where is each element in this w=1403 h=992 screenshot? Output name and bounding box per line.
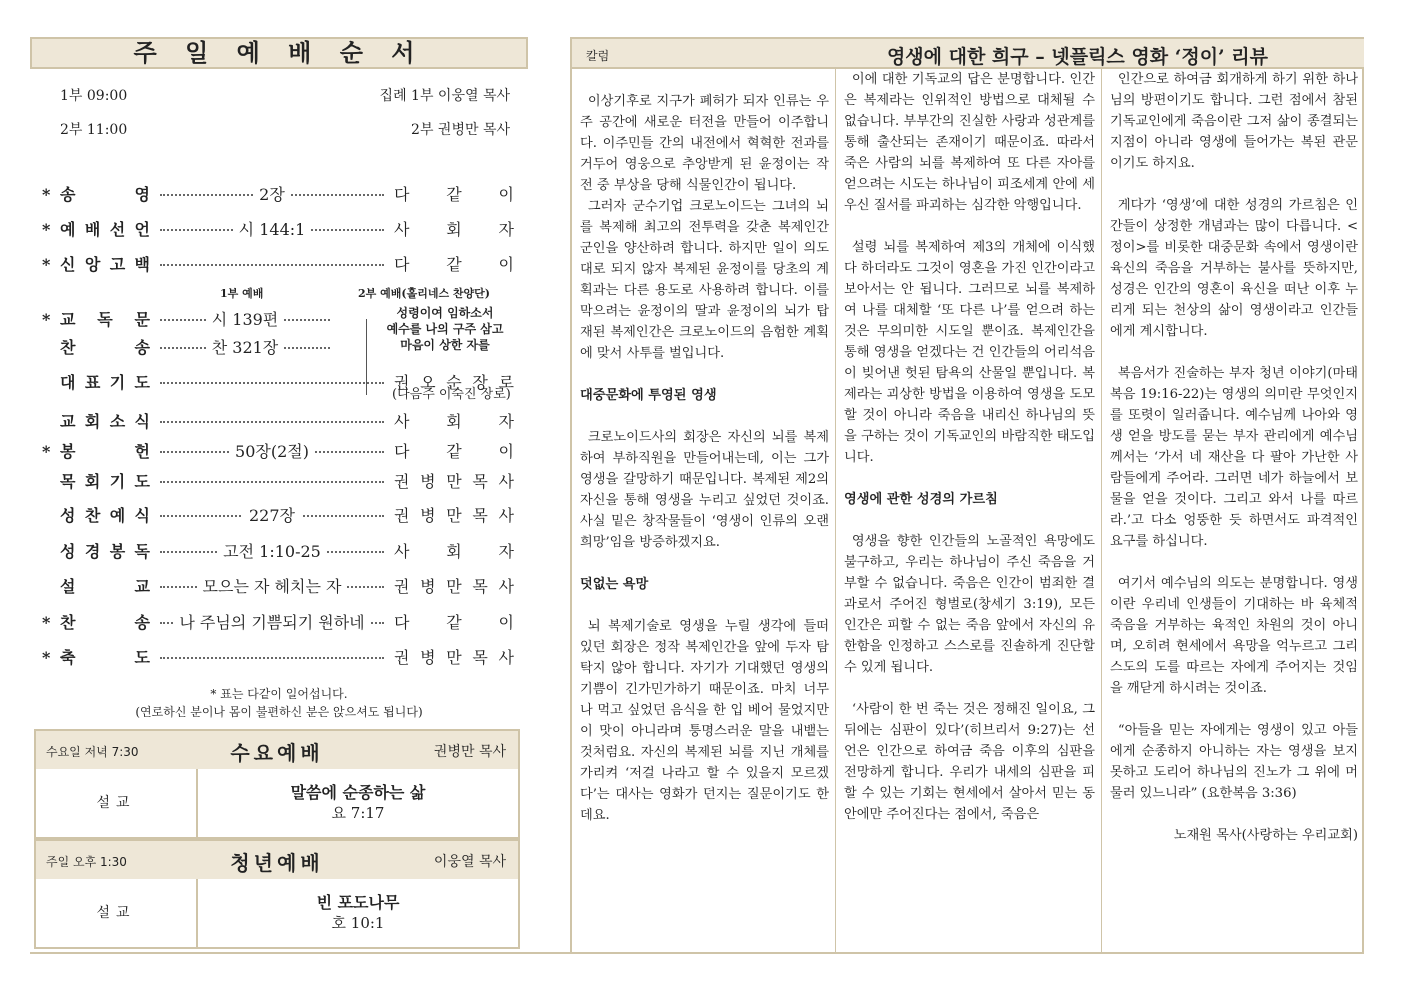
- order-item-leader: [394, 182, 514, 205]
- order-item-detail-text: 모으는 자 헤치는 자: [197, 577, 348, 596]
- order-item-leader: [394, 439, 514, 462]
- stand-marker: *: [42, 220, 51, 239]
- paragraph-gap: [1110, 804, 1358, 825]
- paragraph: “아들을 믿는 자에게는 영생이 있고 아들에게 순종하지 아니하는 자는 영생을 보지 못하고 도리어 하나님의 진노가 그 위에 머물러 있느니라” (요한복음 3:36): [1110, 723, 1358, 801]
- column-headline: 영생에 대한 희구 – 넷플릭스 영화 ‘정이’ 리뷰: [886, 46, 1268, 68]
- paragraph-gap: [1110, 552, 1358, 573]
- label-char: 기: [109, 373, 126, 392]
- leader-char: 권: [394, 506, 410, 525]
- leader-char: 사: [394, 220, 410, 239]
- order-item-label: [60, 307, 150, 330]
- paragraph: 인간으로 하여금 회개하게 하기 위한 하나님의 방편이기도 합니다. 그런 점에서 참된 기독교인에게 죽음이란 그저 삶이 종결되는 지점이 아니라 영생에 들어가는 복된 관문이기도 하지요.: [1110, 72, 1358, 171]
- order-item-detail: [160, 335, 330, 358]
- paragraph-gap: [844, 216, 1095, 237]
- order-title: 주 일 예 배 순 서: [30, 37, 528, 69]
- leader-char: 사: [394, 412, 410, 431]
- order-item-leader: [394, 610, 514, 633]
- order-item-detail-text: 고전 1:10-25: [217, 542, 327, 561]
- order-item-label: [60, 335, 150, 358]
- leader-dots: [160, 382, 384, 384]
- order-item-label: [60, 574, 150, 597]
- leader-char: 같: [446, 255, 462, 274]
- bottom-rule: [30, 952, 1364, 954]
- label-char: 앙: [84, 255, 101, 274]
- label-char: 설: [60, 577, 76, 596]
- order-item-detail: [160, 574, 384, 597]
- leader-char: 자: [498, 542, 514, 561]
- second-service-label: 2부 예배(홀리네스 찬양단): [358, 287, 490, 300]
- paragraph: 뇌 복제기술로 영생을 누릴 생각에 들떠 있던 회장은 정작 복제인간을 앞에 두자 탐탁지 않아 합니다. 자기가 기대했던 영생의 기쁨이 긴가민가하기 때문이죠. 마치 너무나 먹고 싶었던 음식을 한 입 베어 물었지만 이 맛이 아니라며 퉁명스러운 말을 내뱉는 것처럼요. 자신의 복제된 뇌를 지닌 개체를 가리켜 ‘저걸 나라고 할 수 있을지 모르겠다’는 대사는 영화가 던지는 질문이기도 한데요.: [580, 619, 829, 823]
- leader-char: 장: [472, 373, 488, 392]
- leader-dots: [160, 264, 384, 266]
- leader-char: 병: [420, 472, 436, 491]
- leader-char: 자: [498, 220, 514, 239]
- label-char: 교: [60, 310, 76, 329]
- paragraph: 복음서가 진술하는 부자 청년 이야기(마태복음 19:16-22)는 영생의 의미란 무엇인지를 또렷이 일러줍니다. 예수님께 나아와 영생 얻을 방도를 묻는 부자 관리에게 예수님께서는 ‘가서 네 재산을 다 팔아 가난한 사람들에게 주어라. 그러면 네가 하늘에서 보물을 얻을 것이다. 그리고 와서 나를 따르라.’고 다소 엉뚱한 듯 하면서도 파격적인 요구를 하십니다.: [1110, 366, 1358, 549]
- order-item-leader: [394, 645, 514, 668]
- leader-char: 다: [394, 255, 410, 274]
- label-char: 신: [60, 255, 76, 274]
- youth-pastor: 이웅열 목사: [433, 854, 506, 870]
- leader-char: 이: [498, 255, 514, 274]
- paragraph-gap: [844, 510, 1095, 531]
- order-item: [42, 610, 528, 634]
- leader-char: 목: [472, 648, 488, 667]
- leader-char: 다: [394, 442, 410, 461]
- stand-marker: *: [42, 310, 51, 329]
- order-item-label: [60, 645, 150, 668]
- label-char: 독: [97, 310, 113, 329]
- divider: [366, 319, 367, 395]
- youth-time: 주일 오후 1:30: [46, 855, 127, 869]
- service-1-leader: 집례 1부 이웅열 목사: [379, 88, 510, 104]
- leader-char: 만: [446, 472, 462, 491]
- label-char: 도: [134, 472, 150, 491]
- column-text-1: [572, 69, 836, 952]
- order-item-label: [60, 469, 150, 492]
- leader-char: 오: [420, 373, 436, 392]
- column-header: [572, 37, 1364, 69]
- order-item-detail: [160, 610, 384, 633]
- leader-char: 목: [472, 506, 488, 525]
- label-char: 찬: [84, 506, 101, 525]
- wed-pastor: 권병만 목사: [433, 744, 506, 760]
- label-char: 언: [134, 220, 150, 239]
- leader-char: 병: [420, 648, 436, 667]
- seated-note: (연로하신 분이나 몸이 불편하신 분은 앉으셔도 됩니다): [135, 705, 423, 719]
- leader-char: 권: [394, 648, 410, 667]
- leader-char: 자: [498, 412, 514, 431]
- choir-songs: 성령이여 임하소서 예수를 나의 구주 삼고 마음이 상한 자를: [386, 306, 504, 352]
- label-char: 예: [60, 220, 76, 239]
- leader-char: 만: [446, 506, 462, 525]
- label-char: 선: [109, 220, 126, 239]
- order-item-detail: [160, 439, 384, 462]
- order-item-detail: [160, 307, 330, 330]
- paragraph-gap: [580, 595, 829, 616]
- order-item-detail-text: 2장: [253, 185, 291, 204]
- youth-service-box: [34, 839, 520, 949]
- leader-char: 회: [446, 542, 462, 561]
- youth-sermon-ref: 호 10:1: [331, 914, 385, 932]
- order-item-detail-text: 시 144:1: [233, 220, 312, 239]
- youth-name: 청년예배: [230, 851, 324, 875]
- leader-char: 이: [498, 442, 514, 461]
- order-item-detail: [160, 539, 384, 562]
- paragraph-gap: [844, 468, 1095, 489]
- order-item-leader: [394, 574, 514, 597]
- service-1-time: 1부 09:00: [60, 88, 128, 104]
- leader-dots: [160, 657, 384, 659]
- leader-char: 사: [498, 648, 514, 667]
- label-char: 기: [109, 472, 126, 491]
- paragraph-gap: [1110, 174, 1358, 195]
- label-char: 목: [60, 472, 76, 491]
- order-item-label: [60, 182, 150, 205]
- order-item: [42, 645, 528, 669]
- label-char: 송: [60, 185, 76, 204]
- order-item-label: [60, 439, 150, 462]
- paragraph-gap: [580, 364, 829, 385]
- order-item-leader: [394, 409, 514, 432]
- order-of-service: [30, 37, 530, 949]
- leader-dots: [160, 421, 384, 423]
- order-item: [42, 574, 528, 598]
- paragraph-gap: [1110, 342, 1358, 363]
- label-char: 배: [84, 220, 101, 239]
- leader-char: 사: [394, 542, 410, 561]
- paragraph-gap: [844, 678, 1095, 699]
- column-panel: [570, 37, 1364, 952]
- wednesday-service-box: [34, 729, 520, 839]
- label-char: 송: [134, 338, 150, 357]
- paragraph: 게다가 ‘영생’에 대한 성경의 가르침은 인간들이 상정한 개념과는 많이 다릅니다. <정이>를 비롯한 대중문화 속에서 영생이란 육신의 죽음을 거부하는 불사를 뜻하지만, 성경은 인간의 영혼이 육신을 떠난 이후 누리게 되는 천상의 삶이 영생이라고 인간들에게 계시합니다.: [1110, 198, 1358, 339]
- label-char: 성: [60, 506, 76, 525]
- leader-char: 권: [394, 472, 410, 491]
- paragraph-gap: [1110, 699, 1358, 720]
- order-item-detail: [160, 217, 384, 240]
- column-text-2: [836, 69, 1102, 952]
- order-item-leader: [394, 252, 514, 275]
- wed-sermon-label: 설교: [36, 769, 198, 837]
- leader-char: 사: [498, 506, 514, 525]
- order-item: [42, 503, 528, 527]
- order-item-detail-text: 나 주님의 기쁨되기 원하네: [173, 613, 370, 632]
- paragraph: ‘사람이 한 번 죽는 것은 정해진 일이요, 그 뒤에는 심판이 있다’(히브리서 9:27)는 선언은 인간으로 하여금 죽음 이후의 심판을 전망하게 합니다. 우리가 내세의 심판을 피할 수 있는 기회는 현세에서 살아서 믿는 동안에만 주어진다는 점에서, 죽음은: [844, 702, 1095, 822]
- label-char: 회: [84, 472, 101, 491]
- leader-char: 순: [446, 373, 462, 392]
- service-2-time: 2부 11:00: [60, 122, 128, 138]
- paragraph: 크로노이드사의 회장은 자신의 뇌를 복제하여 부하직원을 만들어내는데, 이는 그가 영생을 갈망하기 때문입니다. 복제된 제2의 자신을 통해 영생을 누리고 싶었던 것이죠. 사실 밑은 창작물들이 ‘영생이 인류의 오랜 희망’임을 방증하겠지요.: [580, 430, 829, 550]
- order-item: [42, 409, 528, 433]
- paragraph: 이에 대한 기독교의 답은 분명합니다. 인간은 복제라는 인위적인 방법으로 대체될 수 없습니다. 부부간의 진실한 사랑과 성관계를 통해 출산되는 존재이기 때문이죠. 따라서 죽은 사람의 뇌를 복제하여 또 다른 자아를 얻으려는 시도는 하나님이 피조세계 안에 세우신 질서를 파괴하는 심각한 악행입니다.: [844, 72, 1095, 213]
- author-signature: 노재원 목사(사랑하는 우리교회): [1173, 828, 1358, 843]
- leader-char: 만: [446, 648, 462, 667]
- order-item: [42, 469, 528, 493]
- leader-char: 회: [446, 412, 462, 431]
- leader-char: 사: [498, 577, 514, 596]
- order-item: [42, 539, 528, 563]
- label-char: 경: [84, 542, 101, 561]
- order-item: [42, 217, 528, 241]
- paragraph: 영생을 향한 인간들의 노골적인 욕망에도 불구하고, 우리는 하나님이 주신 죽음을 거부할 수 없습니다. 죽음은 인간이 범죄한 결과로서 주어진 형벌로(창세기 3:19), 모든 인간은 피할 수 없는 죽음 앞에서 자신의 유한함을 인정하고 스스로를 진솔하게 진단할 수 있게 됩니다.: [844, 534, 1095, 675]
- label-char: 식: [134, 412, 150, 431]
- youth-sermon-title: 빈 포도나무: [316, 893, 400, 912]
- label-char: 봉: [109, 542, 126, 561]
- order-item-label: [60, 539, 150, 562]
- leader-char: 사: [498, 472, 514, 491]
- standing-note: * 표는 다같이 일어섭니다.: [210, 687, 348, 701]
- label-char: 회: [84, 412, 101, 431]
- label-char: 영: [134, 185, 150, 204]
- section-heading: 영생에 관한 성경의 가르침: [844, 492, 998, 507]
- leader-char: 로: [498, 373, 514, 392]
- label-char: 문: [134, 310, 150, 329]
- leader-dots: [160, 481, 384, 483]
- label-char: 독: [134, 542, 150, 561]
- label-char: 도: [134, 648, 150, 667]
- label-char: 교: [134, 577, 150, 596]
- leader-char: 다: [394, 185, 410, 204]
- label-char: 식: [134, 506, 150, 525]
- leader-char: 목: [472, 577, 488, 596]
- label-char: 성: [60, 542, 76, 561]
- order-item: [42, 439, 528, 463]
- label-char: 축: [60, 648, 76, 667]
- order-item-label: [60, 252, 150, 275]
- label-char: 헌: [134, 442, 150, 461]
- wed-name: 수요예배: [230, 741, 324, 765]
- label-char: 교: [60, 412, 76, 431]
- leader-char: 병: [420, 577, 436, 596]
- label-char: 도: [134, 373, 150, 392]
- youth-sermon-label: 설교: [36, 879, 198, 947]
- order-item-detail: [160, 182, 384, 205]
- label-char: 봉: [60, 442, 76, 461]
- stand-marker: *: [42, 442, 51, 461]
- paragraph: 이상기후로 지구가 폐허가 되자 인류는 우주 공간에 새로운 터전을 만들어 이주합니다. 이주민들 간의 내전에서 혁혁한 전과를 거두어 영웅으로 추앙받게 된 윤정이는 작전 중 부상을 당해 식물인간이 됩니다.: [580, 94, 829, 193]
- order-item-detail-text: 시 139편: [206, 310, 285, 329]
- leader-char: 이: [498, 613, 514, 632]
- stand-marker: *: [42, 185, 51, 204]
- section-heading: 덧없는 욕망: [580, 577, 649, 592]
- paragraph: 설령 뇌를 복제하여 제3의 개체에 이식했다 하더라도 그것이 영혼을 가진 인간이라고 보아서는 안 됩니다. 그러므로 뇌를 복제하여 나를 대체할 ‘또 다른 나’를 얻으려 하는 것은 무의미한 시도일 뿐이죠. 복제인간을 통해 영생을 얻겠다는 건 인간들의 어리석음이 빚어낸 헛된 탐욕의 산물일 뿐입니다. 복제라는 괴상한 방법을 이용하여 영생을 도모할 것이 아니라 죽음을 내리신 하나님의 뜻을 구하는 것이 기독교인의 바람직한 태도입니다.: [844, 240, 1095, 465]
- order-item-leader: [394, 539, 514, 562]
- leader-char: 다: [394, 613, 410, 632]
- wed-sermon-title: 말씀에 순종하는 삶: [290, 783, 426, 802]
- column-label: 칼럼: [586, 49, 610, 63]
- wed-sermon-ref: 요 7:17: [331, 804, 385, 822]
- label-char: 표: [84, 373, 101, 392]
- leader-char: 이: [498, 185, 514, 204]
- order-item-detail-text: 50장(2절): [229, 442, 315, 461]
- section-heading: 대중문화에 투영된 영생: [580, 388, 717, 403]
- order-item-label: [60, 503, 150, 526]
- leader-char: 병: [420, 506, 436, 525]
- next-representative: (다음주 이숙진 장로): [392, 387, 511, 402]
- order-item-leader: [394, 503, 514, 526]
- paragraph: 여기서 예수님의 의도는 분명합니다. 영생이란 우리네 인생들이 기대하는 바 육체적 죽음을 거부하는 육적인 차원의 것이 아니며, 오히려 현세에서 욕망을 억누르고 그리스도의 도를 따르는 자에게 주어지는 것임을 깨닫게 하시려는 것이죠.: [1110, 576, 1358, 696]
- leader-char: 같: [446, 442, 462, 461]
- leader-char: 목: [472, 472, 488, 491]
- leader-char: 권: [394, 373, 410, 392]
- label-char: 백: [134, 255, 150, 274]
- stand-marker: *: [42, 613, 51, 632]
- label-char: 대: [60, 373, 76, 392]
- order-item-detail: [160, 503, 384, 526]
- label-char: 소: [109, 412, 126, 431]
- label-char: 고: [109, 255, 126, 274]
- label-char: 예: [109, 506, 126, 525]
- label-char: 찬: [60, 338, 76, 357]
- order-item: [42, 182, 528, 206]
- order-item-detail-text: 찬 321장: [206, 338, 285, 357]
- order-item-label: [60, 217, 150, 240]
- stand-marker: *: [42, 255, 51, 274]
- order-item-label: [60, 370, 150, 393]
- first-service-label: 1부 예배: [220, 287, 264, 300]
- order-item-detail-text: 227장: [243, 506, 301, 525]
- leader-char: 만: [446, 577, 462, 596]
- order-item-label: [60, 409, 150, 432]
- leader-char: 같: [446, 613, 462, 632]
- order-item-label: [60, 610, 150, 633]
- label-char: 찬: [60, 613, 76, 632]
- paragraph: 그러자 군수기업 크로노이드는 그녀의 뇌를 복제해 최고의 전투력을 갖춘 복제인간 군인을 양산하려 합니다. 하지만 일이 의도대로 되지 않자 복제된 윤정이를 당초의 계획과는 다른 용도로 사용하려 합니다. 이를 막으려는 윤정이의 딸과 윤정이의 뇌가 탑재된 복제인간은 크로노이드의 음험한 계획에 맞서 사투를 벌입니다.: [580, 199, 829, 361]
- stand-marker: *: [42, 648, 51, 667]
- leader-char: 권: [394, 577, 410, 596]
- order-item-leader: [394, 217, 514, 240]
- paragraph-gap: [580, 553, 829, 574]
- leader-char: 회: [446, 220, 462, 239]
- column-text-3: [1102, 69, 1364, 952]
- paragraph-gap: [580, 406, 829, 427]
- leader-char: 같: [446, 185, 462, 204]
- order-item: [42, 252, 528, 276]
- wed-time: 수요일 저녁 7:30: [46, 745, 139, 759]
- order-item-leader: [394, 469, 514, 492]
- service-2-leader: 2부 권병만 목사: [411, 122, 510, 138]
- label-char: 송: [134, 613, 150, 632]
